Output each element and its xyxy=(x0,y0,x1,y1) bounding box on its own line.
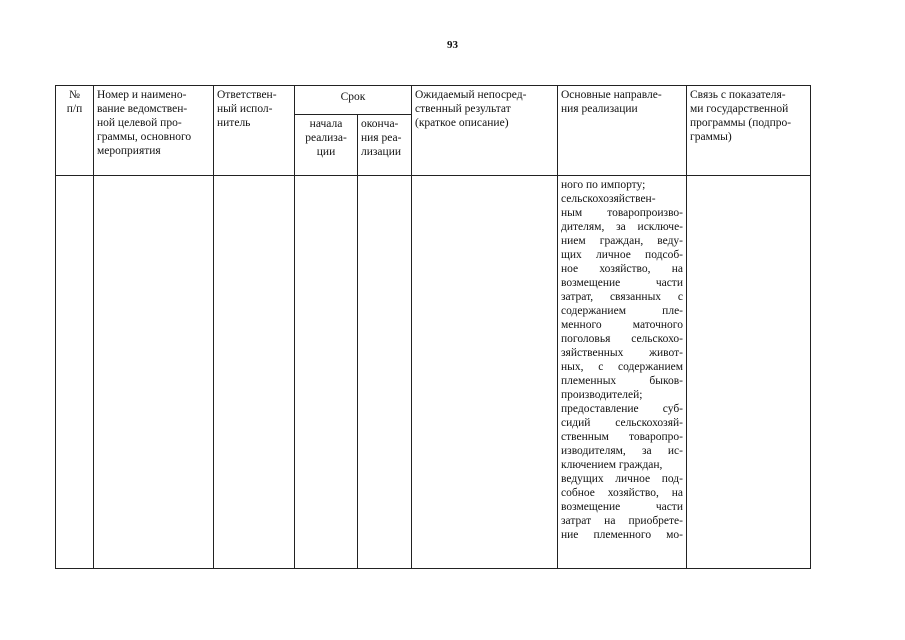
main-directions-line: содержанием пле- xyxy=(561,305,683,317)
main-directions-line: ного по импорту; xyxy=(561,179,646,191)
main-directions-line: поголовья сельскохо- xyxy=(561,333,683,345)
page-number: 93 xyxy=(447,39,458,51)
main-directions-line: изводителям, за ис- xyxy=(561,445,683,457)
main-directions-line: менного маточного xyxy=(561,319,683,331)
main-directions-line: зяйственных живот- xyxy=(561,347,683,359)
main-directions-line: собное хозяйство, на xyxy=(561,487,683,499)
main-directions-line: затрат на приобрете- xyxy=(561,515,683,527)
main-directions-line: ное хозяйство, на xyxy=(561,263,683,275)
main-directions-line: ственным товаропро- xyxy=(561,431,683,443)
main-directions-line: дителям, за исключе- xyxy=(561,221,683,233)
main-directions-line: племенных быков- xyxy=(561,375,683,387)
main-directions-line: ведущих личное под- xyxy=(561,473,683,485)
cell-indicators-link xyxy=(687,176,811,569)
main-directions-line: ключением граждан, xyxy=(561,459,663,471)
main-directions-line: нием граждан, веду- xyxy=(561,235,683,247)
main-directions-line: затрат, связанных с xyxy=(561,291,683,303)
cell-number xyxy=(56,176,94,569)
header-program-name: Номер и наимено- вание ведомствен- ной целевой про- граммы, основного мероприятия xyxy=(94,86,214,176)
cell-expected-result xyxy=(412,176,558,569)
header-term-end: оконча- ния реа- лизации xyxy=(358,115,412,176)
header-indicators-link: Связь с показателя- ми государственной программы (подпро- граммы) xyxy=(687,86,811,176)
cell-program-name xyxy=(94,176,214,569)
header-responsible: Ответствен- ный испол- нитель xyxy=(214,86,295,176)
cell-term-end xyxy=(358,176,412,569)
main-directions-line: возмещение части xyxy=(561,277,683,289)
main-directions-line: щих личное подсоб- xyxy=(561,249,683,261)
table-row xyxy=(56,176,811,569)
main-directions-line: сельскохозяйствен- xyxy=(561,193,656,205)
main-directions-line: предоставление суб- xyxy=(561,403,683,415)
header-expected-result: Ожидаемый непосред- ственный результат (краткое описание) xyxy=(412,86,558,176)
main-directions-line: производителей; xyxy=(561,389,643,401)
main-directions-line: ным товаропроизво- xyxy=(561,207,683,219)
main-directions-line: возмещение части xyxy=(561,501,683,513)
cell-main-directions xyxy=(558,176,687,569)
main-directions-text xyxy=(561,178,683,542)
header-main-directions: Основные направле- ния реализации xyxy=(558,86,687,176)
main-directions-line: ных, с содержанием xyxy=(561,361,683,373)
header-term: Срок xyxy=(295,86,412,115)
main-directions-line: ние племенного мо- xyxy=(561,529,683,541)
program-measures-table xyxy=(55,85,811,569)
header-term-start: начала реализа- ции xyxy=(295,115,358,176)
header-number: № п/п xyxy=(56,86,94,176)
main-directions-line: сидий сельскохозяй- xyxy=(561,417,683,429)
cell-term-start xyxy=(295,176,358,569)
cell-responsible xyxy=(214,176,295,569)
